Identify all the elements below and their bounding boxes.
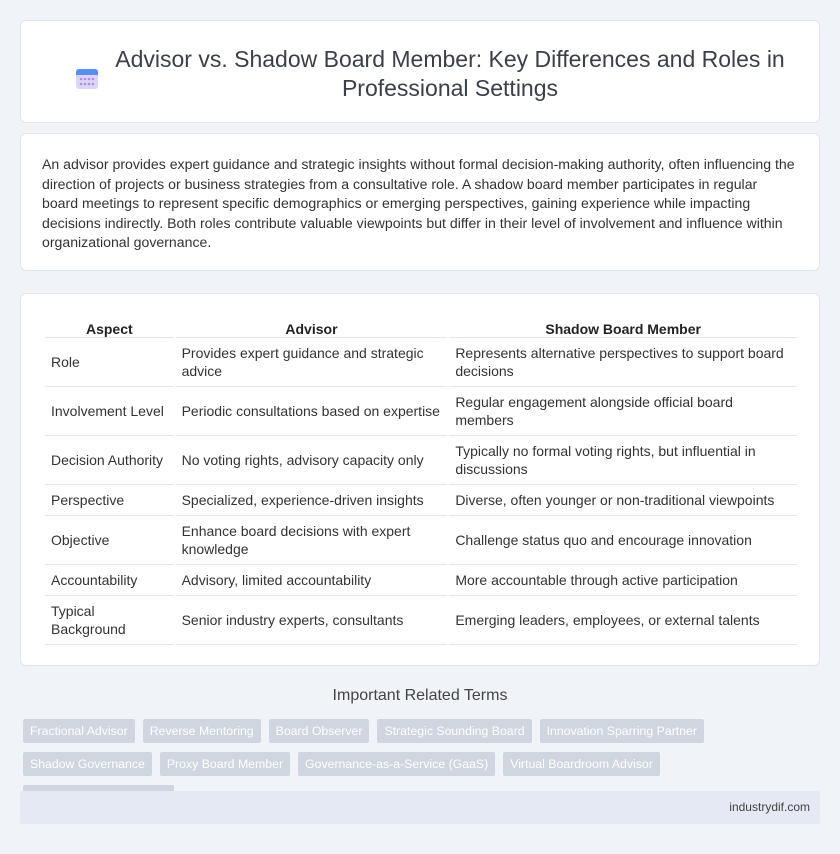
table-row — [45, 338, 797, 387]
related-term-tag[interactable]: Governance-as-a-Service (GaaS) — [298, 752, 495, 776]
comparison-table — [43, 316, 799, 645]
related-terms-heading: Important Related Terms — [332, 687, 508, 704]
table-cell-advisor: Advisory, limited accountability — [176, 565, 448, 596]
title-card — [20, 20, 820, 123]
table-cell-aspect: Involvement Level — [45, 387, 174, 436]
table-cell-shadow: Represents alternative perspectives to support board decisions — [449, 338, 797, 387]
table-cell-aspect: Typical Background — [45, 596, 174, 645]
table-header-row — [45, 316, 797, 338]
table-cell-advisor: Periodic consultations based on expertise — [176, 387, 448, 436]
table-row — [45, 387, 797, 436]
column-header-shadow-board-member: Shadow Board Member — [449, 316, 797, 338]
table-cell-shadow: Diverse, often younger or non-traditional viewpoints — [449, 485, 797, 516]
table-row — [45, 596, 797, 645]
table-cell-aspect: Objective — [45, 516, 174, 565]
table-cell-advisor: Provides expert guidance and strategic advice — [176, 338, 448, 387]
table-cell-advisor: Specialized, experience-driven insights — [176, 485, 448, 516]
table-cell-advisor: Senior industry experts, consultants — [176, 596, 448, 645]
table-row — [45, 516, 797, 565]
table-cell-shadow: Emerging leaders, employees, or external talents — [449, 596, 797, 645]
table-cell-advisor: Enhance board decisions with expert knowledge — [176, 516, 448, 565]
table-cell-shadow: Typically no formal voting rights, but influential in discussions — [449, 436, 797, 485]
table-row — [45, 436, 797, 485]
related-term-tag[interactable]: Innovation Sparring Partner — [540, 719, 704, 743]
table-cell-shadow: Challenge status quo and encourage innovation — [449, 516, 797, 565]
related-term-tag[interactable]: Strategic Sounding Board — [377, 719, 531, 743]
footer — [20, 791, 820, 824]
description-card — [20, 133, 820, 271]
column-header-aspect: Aspect — [45, 316, 174, 338]
table-cell-advisor: No voting rights, advisory capacity only — [176, 436, 448, 485]
related-term-tag[interactable]: Shadow Governance — [23, 752, 152, 776]
related-term-tag[interactable]: Board Observer — [269, 719, 370, 743]
table-cell-aspect: Perspective — [45, 485, 174, 516]
related-term-tag[interactable]: Virtual Boardroom Advisor — [503, 752, 660, 776]
related-term-tag[interactable]: Proxy Board Member — [160, 752, 290, 776]
footer-site-link[interactable]: industrydif.com — [729, 800, 810, 814]
table-row — [45, 565, 797, 596]
calendar-icon — [75, 66, 99, 90]
table-row — [45, 485, 797, 516]
column-header-advisor: Advisor — [176, 316, 448, 338]
related-term-tag[interactable]: Reverse Mentoring — [143, 719, 261, 743]
table-cell-shadow: Regular engagement alongside official board members — [449, 387, 797, 436]
table-cell-shadow: More accountable through active participation — [449, 565, 797, 596]
table-cell-aspect: Accountability — [45, 565, 174, 596]
description-text: An advisor provides expert guidance and strategic insights without formal decision-making authority, often influencing the direction of projects or business strategies from a consultative role. A shadow board member participates in regular board meetings to represent specific demographics or emerging perspectives, gaining experience while impacting decisions indirectly. Both roles contribute valuable viewpoints but differ in their level of involvement and influence within organizational governance. — [42, 156, 795, 250]
related-term-tag[interactable]: Fractional Advisor — [23, 719, 135, 743]
table-cell-aspect: Role — [45, 338, 174, 387]
page-title: Advisor vs. Shadow Board Member: Key Differences and Roles in Professional Settings — [115, 46, 785, 101]
table-cell-aspect: Decision Authority — [45, 436, 174, 485]
comparison-card — [20, 293, 820, 666]
